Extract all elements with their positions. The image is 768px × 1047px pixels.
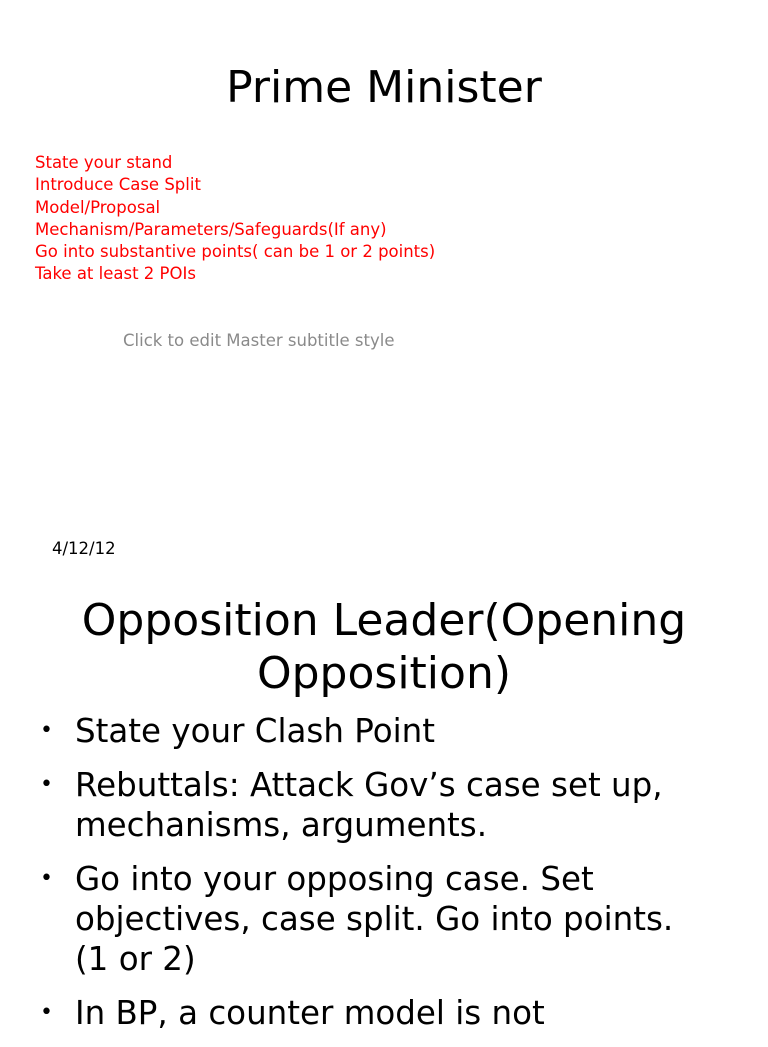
bullet-icon: • bbox=[40, 772, 53, 797]
slide-opposition-leader bbox=[0, 580, 768, 1032]
list-item bbox=[0, 993, 715, 1033]
bullet-text: In BP, a counter model is not bbox=[75, 994, 545, 1032]
list-item bbox=[0, 711, 715, 751]
bullet-text: objectives, case split. Go into points. bbox=[75, 900, 674, 938]
list-item bbox=[0, 765, 715, 845]
bullet-text: Go into your opposing case. Set bbox=[75, 860, 594, 898]
title-line: Opposition Leader(Opening bbox=[81, 595, 687, 646]
bullet-icon: • bbox=[40, 1000, 53, 1025]
list-item: State your stand bbox=[35, 153, 173, 172]
list-item: Mechanism/Parameters/Safeguards(If any) bbox=[35, 219, 387, 239]
slide-title bbox=[0, 594, 768, 700]
list-item: Take at least 2 POIs bbox=[35, 264, 196, 284]
instruction-list bbox=[35, 152, 435, 286]
title-line: Opposition) bbox=[256, 648, 511, 699]
list-item bbox=[0, 859, 715, 979]
bullet-text: Rebuttals: Attack Gov’s case set up, bbox=[75, 766, 663, 804]
bullet-list bbox=[0, 711, 715, 1047]
list-item: Introduce Case Split bbox=[35, 175, 201, 195]
subtitle-placeholder[interactable]: Click to edit Master subtitle style bbox=[123, 331, 395, 350]
bullet-icon: • bbox=[40, 866, 53, 891]
bullet-text: mechanisms, arguments. bbox=[75, 806, 488, 844]
slide-title: Prime Minister bbox=[226, 62, 542, 113]
bullet-icon: • bbox=[40, 718, 53, 743]
list-item: Go into substantive points( can be 1 or 2 points) bbox=[35, 242, 436, 262]
list-item: Model/Proposal bbox=[35, 197, 161, 217]
bullet-text: (1 or 2) bbox=[75, 940, 196, 978]
slide-date: 4/12/12 bbox=[52, 539, 116, 558]
bullet-text: State your Clash Point bbox=[75, 712, 435, 750]
